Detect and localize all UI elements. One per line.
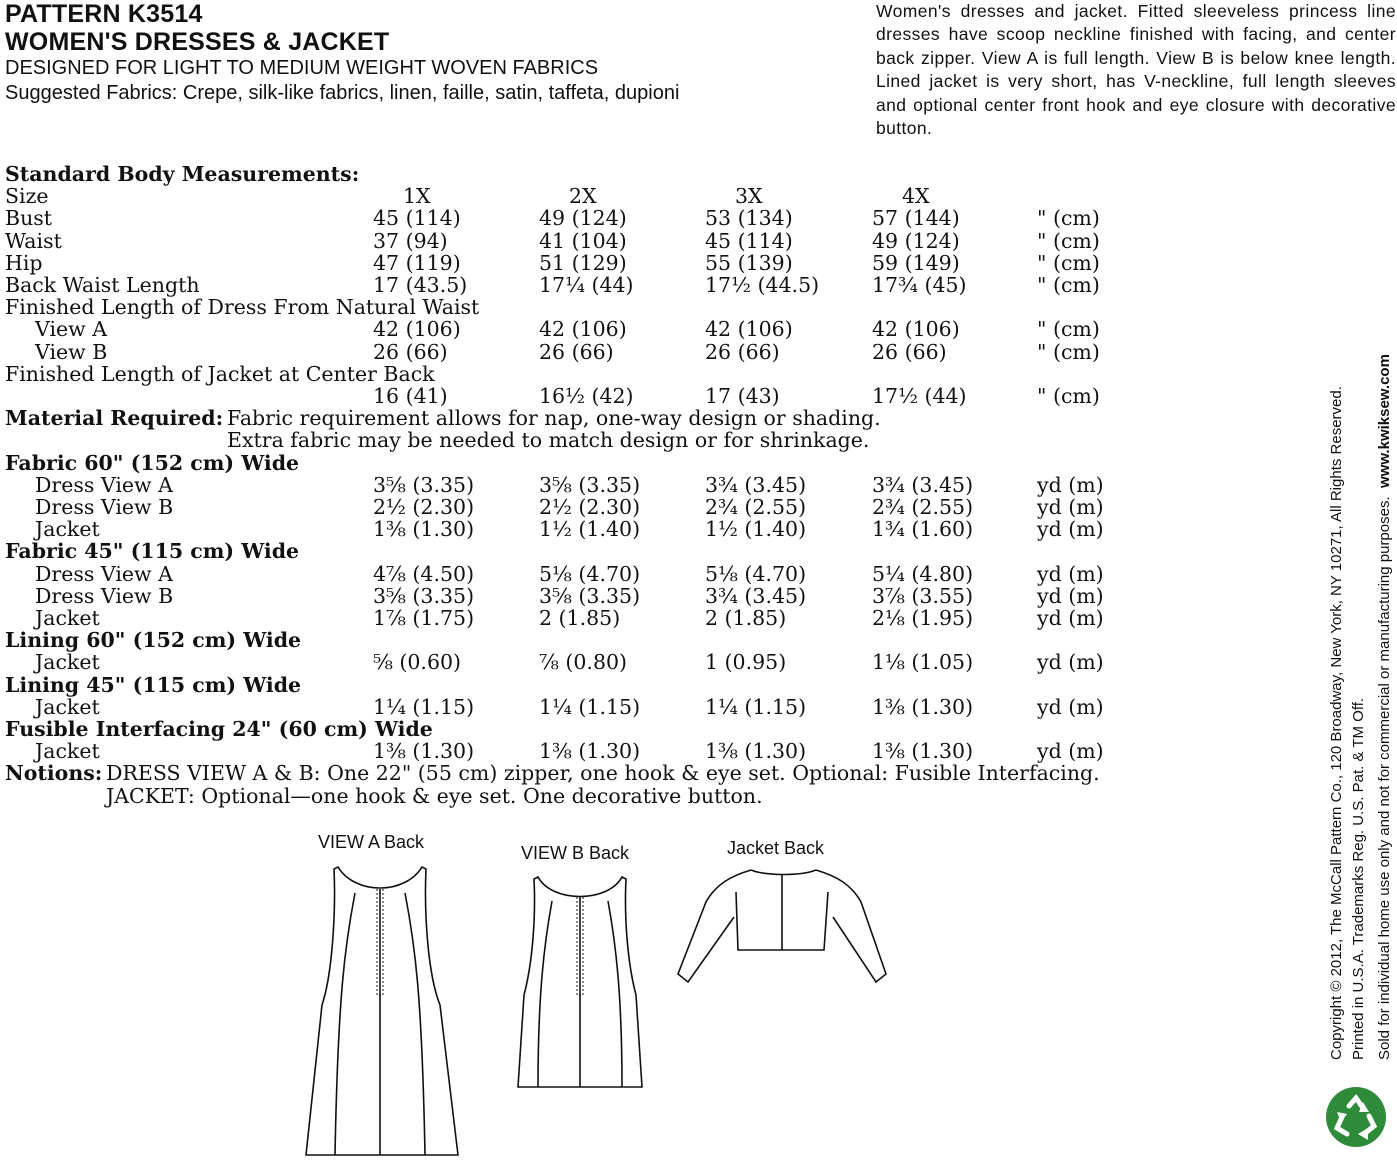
notions-jacket: JACKET: Optional—one hook & eye set. One decorative button.	[106, 783, 763, 808]
dress-length-value: 42 (106)	[705, 317, 793, 342]
measurement-label: Hip	[5, 250, 43, 275]
dress-view-label: View A	[35, 317, 108, 342]
yardage-value: 3⅞ (3.55)	[872, 583, 974, 608]
measurement-value: 59 (149)	[872, 250, 960, 275]
measurement-label: Bust	[5, 206, 53, 231]
unit-label: " (cm)	[1037, 384, 1100, 408]
jacket-length-value: 16½ (42)	[539, 384, 634, 408]
yardage-value: 2 (1.85)	[539, 606, 621, 630]
unit-label: yd (m)	[1037, 606, 1104, 630]
dress-length-value: 26 (66)	[705, 339, 780, 364]
yardage-value: 1⅜ (1.30)	[872, 739, 974, 764]
yardage-value: 3¾ (3.45)	[705, 472, 807, 497]
measurement-value: 49 (124)	[539, 206, 627, 231]
unit-label: " (cm)	[1037, 250, 1100, 275]
fabric-row-label: Jacket	[35, 517, 100, 542]
designed-for: DESIGNED FOR LIGHT TO MEDIUM WEIGHT WOVEN FABRICS	[5, 57, 599, 79]
header	[5, 0, 679, 106]
yardage-value: 3¾ (3.45)	[872, 472, 974, 497]
figure-label-view-a: VIEW A Back	[318, 832, 425, 852]
copyright-notice: Copyright © 2012, The McCall Pattern Co., 120 Broadway, New York, NY 10271, All Rights Reserved.	[1328, 386, 1345, 1060]
unit-label: yd (m)	[1037, 495, 1104, 519]
yardage-value: 1⅜ (1.30)	[705, 739, 807, 764]
yardage-value: 2 (1.85)	[705, 606, 787, 630]
jacket-length-value: 17 (43)	[705, 384, 780, 408]
yardage-value: 1¼ (1.15)	[539, 694, 641, 719]
size-header: 2X	[569, 184, 597, 209]
fabric-row-label: Jacket	[35, 739, 100, 764]
suggested-fabrics: Suggested Fabrics: Crepe, silk-like fabrics, linen, faille, satin, taffeta, dupioni	[5, 82, 680, 104]
fabric-row-label: Jacket	[35, 694, 100, 719]
fabric-row-label: Dress View B	[35, 583, 174, 608]
yardage-value: 3⅝ (3.35)	[373, 583, 475, 608]
material-label: Material Required:	[5, 406, 224, 431]
unit-label: " (cm)	[1037, 273, 1100, 297]
measurement-value: 37 (94)	[373, 228, 448, 253]
measurement-value: 17¼ (44)	[539, 273, 634, 297]
view-a-back-drawing	[300, 855, 460, 1160]
yardage-value: 1¾ (1.60)	[872, 517, 974, 542]
usage-notice: Sold for individual home use only and not for commercial or manufacturing purposes. www.kwiksew.com	[1376, 354, 1393, 1060]
yardage-value: 3¾ (3.45)	[705, 583, 807, 608]
yardage-value: 1 (0.95)	[705, 650, 787, 675]
measurement-value: 47 (119)	[373, 250, 461, 275]
pattern-title: WOMEN'S DRESSES & JACKET	[5, 28, 390, 56]
unit-label: yd (m)	[1037, 650, 1104, 675]
yardage-value: 2½ (2.30)	[539, 495, 641, 519]
dress-length-value: 26 (66)	[373, 339, 448, 364]
unit-label: yd (m)	[1037, 472, 1104, 497]
yardage-value: 3⅝ (3.35)	[539, 583, 641, 608]
dress-length-value: 26 (66)	[872, 339, 947, 364]
printed-in-notice: Printed in U.S.A. Trademarks Reg. U.S. Pat. & TM Off.	[1350, 697, 1367, 1060]
view-b-back-drawing	[510, 865, 650, 1095]
dress-length-value: 42 (106)	[539, 317, 627, 342]
measurement-value: 51 (129)	[539, 250, 627, 275]
fabric-section-heading: Fabric 60" (152 cm) Wide	[5, 450, 300, 475]
size-header: 3X	[735, 184, 763, 209]
jacket-length-value: 17½ (44)	[872, 384, 967, 408]
yardage-value: 4⅞ (4.50)	[373, 561, 475, 586]
yardage-value: 1¼ (1.15)	[373, 694, 475, 719]
size-header: 1X	[403, 184, 431, 209]
yardage-value: 1⅜ (1.30)	[373, 517, 475, 542]
website: www.kwiksew.com	[1376, 354, 1393, 489]
notions-dress: DRESS VIEW A & B: One 22" (55 cm) zipper, one hook & eye set. Optional: Fusible Interfacing.	[106, 761, 1100, 786]
jacket-length-heading: Finished Length of Jacket at Center Back	[5, 361, 435, 386]
fabric-section-heading: Fusible Interfacing 24" (60 cm) Wide	[5, 717, 433, 741]
unit-label: yd (m)	[1037, 517, 1104, 542]
yardage-value: 5¼ (4.80)	[872, 561, 974, 586]
yardage-value: ⅝ (0.60)	[373, 650, 462, 675]
measurement-value: 17¾ (45)	[872, 273, 967, 297]
measurement-value: 49 (124)	[872, 228, 960, 253]
unit-label: yd (m)	[1037, 739, 1104, 764]
yardage-value: 5⅛ (4.70)	[539, 561, 641, 586]
yardage-value: 1½ (1.40)	[705, 517, 807, 542]
unit-label: " (cm)	[1037, 339, 1100, 364]
figure-label-view-b: VIEW B Back	[521, 843, 630, 863]
measurement-value: 55 (139)	[705, 250, 793, 275]
yardage-value: 1¼ (1.15)	[705, 694, 807, 719]
figure-label-jacket: Jacket Back	[727, 838, 825, 858]
measurement-value: 41 (104)	[539, 228, 627, 253]
yardage-value: 2¾ (2.55)	[705, 495, 807, 519]
yardage-value: 2⅛ (1.95)	[872, 606, 974, 630]
recycle-icon	[1325, 1086, 1387, 1148]
measurement-value: 45 (114)	[373, 206, 461, 231]
jacket-length-value: 16 (41)	[373, 384, 448, 408]
material-note: Fabric requirement allows for nap, one-way design or shading.	[227, 406, 881, 431]
measurement-value: 45 (114)	[705, 228, 793, 253]
fabric-row-label: Dress View A	[35, 472, 173, 497]
yardage-value: 3⅝ (3.35)	[373, 472, 475, 497]
unit-label: " (cm)	[1037, 317, 1100, 342]
measurement-value: 17 (43.5)	[373, 273, 468, 297]
dress-view-label: View B	[35, 339, 108, 364]
measurement-value: 17½ (44.5)	[705, 273, 820, 297]
yardage-value: 1⅜ (1.30)	[872, 694, 974, 719]
measurement-value: 57 (144)	[872, 206, 960, 231]
measurement-value: 53 (134)	[705, 206, 793, 231]
fabric-row-label: Dress View A	[35, 561, 173, 586]
fabric-section-heading: Fabric 45" (115 cm) Wide	[5, 539, 300, 564]
size-label: Size	[5, 184, 49, 209]
yardage-value: 1⅜ (1.30)	[373, 739, 475, 764]
unit-label: yd (m)	[1037, 694, 1104, 719]
notions-label: Notions:	[5, 761, 103, 786]
yardage-value: 2¾ (2.55)	[872, 495, 974, 519]
yardage-value: 1⅛ (1.05)	[872, 650, 974, 675]
fabric-row-label: Jacket	[35, 650, 100, 675]
yardage-value: 1½ (1.40)	[539, 517, 641, 542]
dress-length-value: 42 (106)	[872, 317, 960, 342]
yardage-value: 5⅛ (4.70)	[705, 561, 807, 586]
material-note: Extra fabric may be needed to match design or for shrinkage.	[227, 428, 870, 453]
unit-label: " (cm)	[1037, 228, 1100, 253]
unit-label: yd (m)	[1037, 583, 1104, 608]
unit-label: " (cm)	[1037, 206, 1100, 231]
measurements-heading: Standard Body Measurements:	[5, 162, 360, 186]
fabric-row-label: Jacket	[35, 606, 100, 630]
fabric-section-heading: Lining 45" (115 cm) Wide	[5, 672, 302, 697]
jacket-back-drawing	[676, 862, 891, 987]
pattern-number: PATTERN K3514	[5, 0, 203, 28]
yardage-value: 3⅝ (3.35)	[539, 472, 641, 497]
fabric-section-heading: Lining 60" (152 cm) Wide	[5, 628, 302, 653]
yardage-value: 1⅞ (1.75)	[373, 606, 475, 630]
dress-length-value: 26 (66)	[539, 339, 614, 364]
yardage-value: 1⅜ (1.30)	[539, 739, 641, 764]
unit-label: yd (m)	[1037, 561, 1104, 586]
yardage-value: ⅞ (0.80)	[539, 650, 628, 675]
measurement-label: Back Waist Length	[5, 273, 200, 297]
size-header: 4X	[902, 184, 930, 209]
dress-length-value: 42 (106)	[373, 317, 461, 342]
fabric-row-label: Dress View B	[35, 495, 174, 519]
dress-length-heading: Finished Length of Dress From Natural Waist	[5, 295, 480, 320]
yardage-value: 2½ (2.30)	[373, 495, 475, 519]
pattern-description: Women's dresses and jacket. Fitted sleeveless princess line dresses have scoop neckline finished with facing, and center back zipper. View A is full length. View B is below knee length. Lined jacket is very short, has V-neckline, full length sleeves and optional center front hook and eye closure with decorative button.	[876, 1, 1396, 139]
measurement-label: Waist	[5, 228, 62, 253]
